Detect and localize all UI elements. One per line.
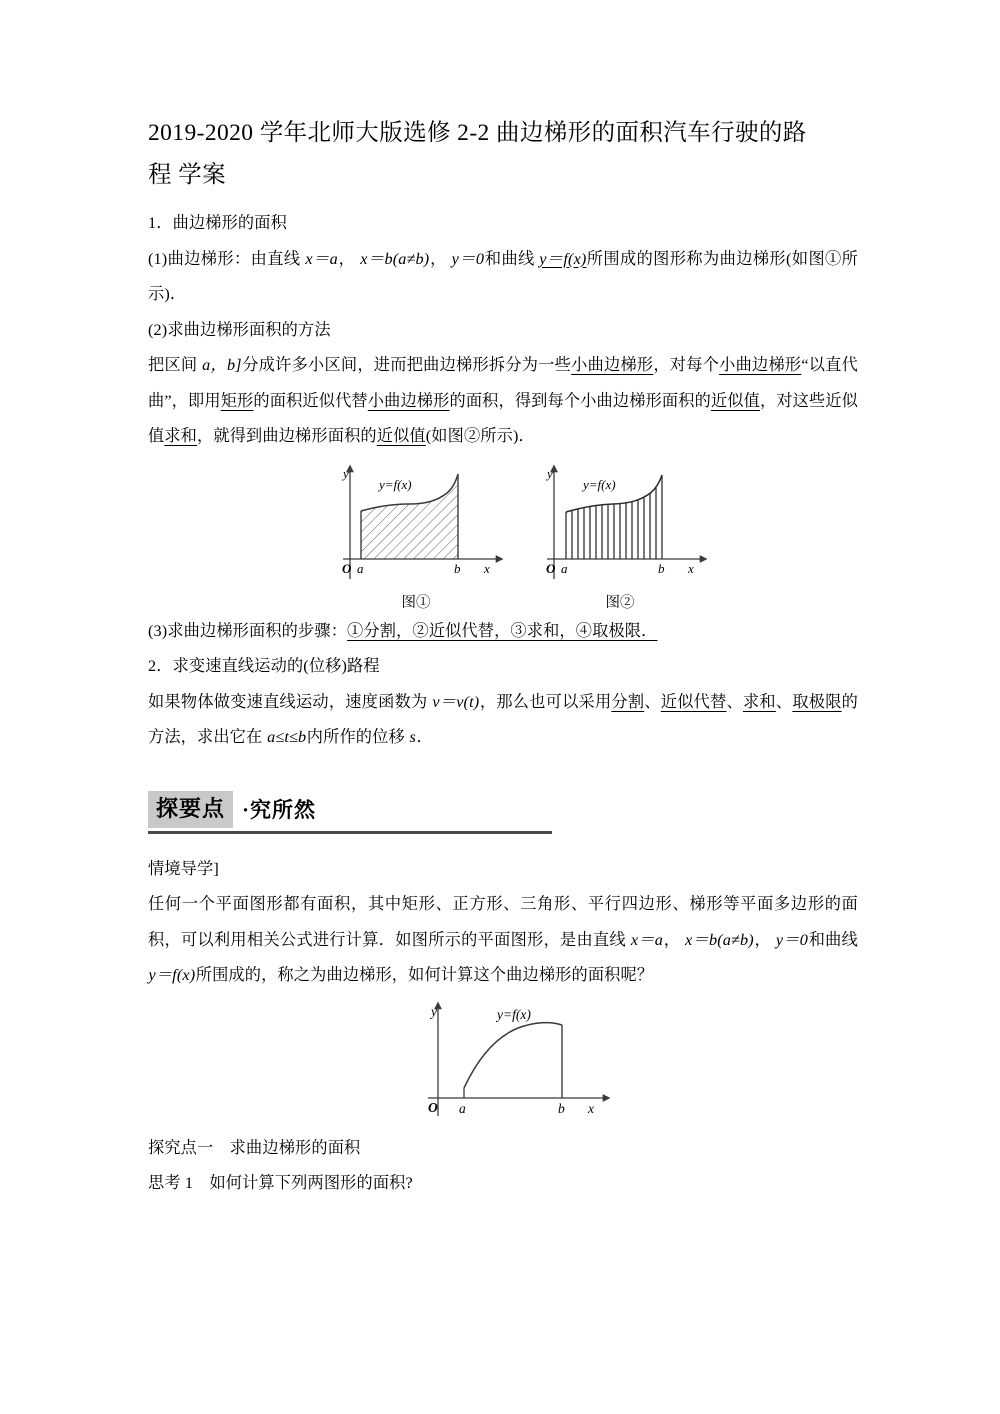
term-small-curvilinear-trapezoid-1: 小曲边梯形 [571, 356, 654, 374]
explore-paragraph-1 [148, 887, 858, 994]
item2-t9: (如图②所示)． [425, 427, 535, 445]
item1-mid: 和曲线 [484, 249, 535, 268]
section2-t3: 、 [644, 692, 661, 711]
explore-header-tag: 探要点 [148, 791, 233, 828]
term-approximate-value-2: 近似值 [376, 427, 426, 445]
section1-item2-body [148, 348, 858, 455]
figure-2-x-axis-label: x [688, 560, 694, 576]
term-summation: 求和 [164, 427, 198, 445]
figure-3-y-axis-label: y [431, 1003, 437, 1019]
figure-row-1 [148, 463, 858, 612]
explore-header-subtitle: ·究所然 [242, 797, 317, 822]
figure-3 [404, 1002, 626, 1125]
term-sum: 求和 [742, 692, 776, 711]
section2-t2: ，那么也可以采用 [479, 692, 612, 711]
figure-2-curve-label: y=f(x) [583, 476, 616, 492]
section2-t6: 的方法，求出它在 [148, 692, 858, 746]
section2-t5: 、 [775, 692, 793, 711]
equation-s: s [409, 728, 416, 746]
term-take-limit: 取极限 [792, 692, 842, 711]
figure-1-graphic [321, 463, 511, 585]
item1-prefix: (1)曲边梯形：由直线 [148, 249, 301, 268]
section2-t1: 如果物体做变速直线运动，速度函数为 [148, 692, 428, 711]
section1-heading: 1．曲边梯形的面积 [148, 214, 287, 232]
item1-sep2: ， [429, 249, 447, 268]
explore-equation-y-equals-0: y＝0 [775, 930, 809, 949]
document-content [148, 112, 858, 1202]
figure-3-curve [464, 1022, 562, 1087]
explore-think-1: 思考 1 如何计算下列两图形的面积? [148, 1174, 413, 1192]
figure-row-2 [148, 1002, 858, 1125]
section1-item1 [148, 242, 858, 313]
term-partition: 分割 [611, 692, 645, 711]
item3-prefix: (3)求曲边梯形面积的步骤： [148, 621, 348, 640]
figure-2-origin-label: O [546, 560, 556, 576]
figure-2-tick-a: a [561, 560, 568, 576]
term-rectangle: 矩形 [220, 391, 254, 410]
item2-t2: 分成许多小区间，进而把曲边梯形拆分为一些 [242, 356, 572, 374]
figure-2-graphic [525, 463, 715, 585]
figure-3-x-axis-label: x [588, 1100, 594, 1116]
term-approximate-substitution: 近似代替 [660, 692, 727, 711]
figure-1-caption: 图① [401, 594, 431, 611]
equation-y-equals-0: y＝0 [451, 249, 485, 268]
equation-x-equals-b: x＝b(a≠b) [360, 249, 430, 268]
spacer [148, 834, 858, 852]
section2-t7: 内所作的位移 [306, 728, 405, 746]
section1-item3 [148, 614, 858, 650]
explore-p1-sep1: ， [663, 930, 681, 949]
figure-1-x-axis-label: x [484, 560, 490, 576]
figure-1-y-axis-label: y [343, 465, 349, 481]
item2-t1: 把区间 [148, 356, 198, 374]
item2-t5: 的面积近似代替 [253, 391, 368, 410]
explore-point-1: 探究点一 求曲边梯形的面积 [148, 1138, 361, 1157]
explore-header-line [148, 786, 552, 828]
term-approximate-value-1: 近似值 [710, 391, 760, 410]
section2-t4: 、 [726, 692, 743, 711]
figure-2 [525, 463, 715, 612]
page-title [148, 112, 858, 196]
item2-t3: ，对每个 [653, 356, 720, 374]
equation-a-le-t-le-b: a≤t≤b [267, 728, 307, 746]
figure-3-tick-b: b [558, 1100, 565, 1116]
explore-header-rule [148, 831, 552, 834]
explore-p1-sep2: ， [754, 930, 771, 949]
figure-3-origin-label: O [428, 1099, 438, 1115]
figure-2-caption: 图② [605, 594, 635, 611]
explore-equation-x-equals-a: x＝a [630, 930, 664, 949]
figure-2-tick-b: b [658, 560, 665, 576]
explore-section-header [148, 786, 552, 834]
section1-item2-heading: (2)求曲边梯形面积的方法 [148, 320, 331, 339]
item1-sep1: ， [338, 249, 356, 268]
item1-suffix: 所围成的图形称为曲边梯形(如图①所示)． [148, 249, 858, 303]
item3-steps: ①分割，②近似代替，③求和，④取极限． [347, 621, 658, 640]
figure-3-graphic [404, 1002, 626, 1120]
item2-t8: ，就得到曲边梯形面积的 [197, 427, 377, 445]
explore-p1-t2: 和曲线 [808, 930, 858, 949]
figure-2-y-axis-label: y [547, 465, 553, 481]
equation-y-equals-fx-underlined: y＝f(x) [539, 249, 587, 268]
explore-lead-label: 情境导学] [148, 859, 219, 878]
figure-1-origin-label: O [342, 560, 352, 576]
interval-a-b: a，b] [202, 356, 242, 374]
figure-3-curve-label: y=f(x) [497, 1006, 531, 1022]
term-small-curvilinear-trapezoid-3: 小曲边梯形 [367, 391, 450, 410]
explore-p1-t1: 任何一个平面图形都有面积，其中矩形、正方形、三角形、平行四边形、梯形等平面多边形的面积，可以利用相关公式进行计算．如图所示的平面图形，是由直线 [148, 895, 858, 949]
figure-1-curve-label: y=f(x) [379, 476, 412, 492]
page-title-line-1: 2019-2020 学年北师大版选修 2-2 曲边梯形的面积汽车行驶的路 [148, 120, 807, 146]
explore-equation-x-equals-b: x＝b(a≠b) [685, 930, 754, 949]
figure-1 [321, 463, 511, 612]
figure-1-tick-a: a [357, 560, 364, 576]
item2-t7: ，对这些近似值 [148, 391, 859, 445]
page-title-line-2: 程 学案 [148, 162, 226, 188]
section2-t8: ． [416, 728, 433, 746]
section2-body [148, 685, 858, 756]
item2-t4: “以直代曲”，即用 [148, 356, 859, 410]
figure-3-tick-a: a [459, 1100, 466, 1116]
equation-x-equals-a: x＝a [305, 249, 338, 268]
explore-p1-t3: 所围成的，称之为曲边梯形，如何计算这个曲边梯形的面积呢？ [195, 966, 654, 984]
explore-equation-y-equals-fx: y＝f(x) [148, 966, 196, 984]
section2-heading: 2．求变速直线运动的(位移)路程 [148, 657, 380, 675]
item2-t6: 的面积，得到每个小曲边梯形面积的 [449, 391, 711, 410]
equation-v-equals-vt: v＝v(t) [432, 692, 480, 711]
term-small-curvilinear-trapezoid-2: 小曲边梯形 [719, 356, 802, 374]
figure-1-tick-b: b [454, 560, 461, 576]
